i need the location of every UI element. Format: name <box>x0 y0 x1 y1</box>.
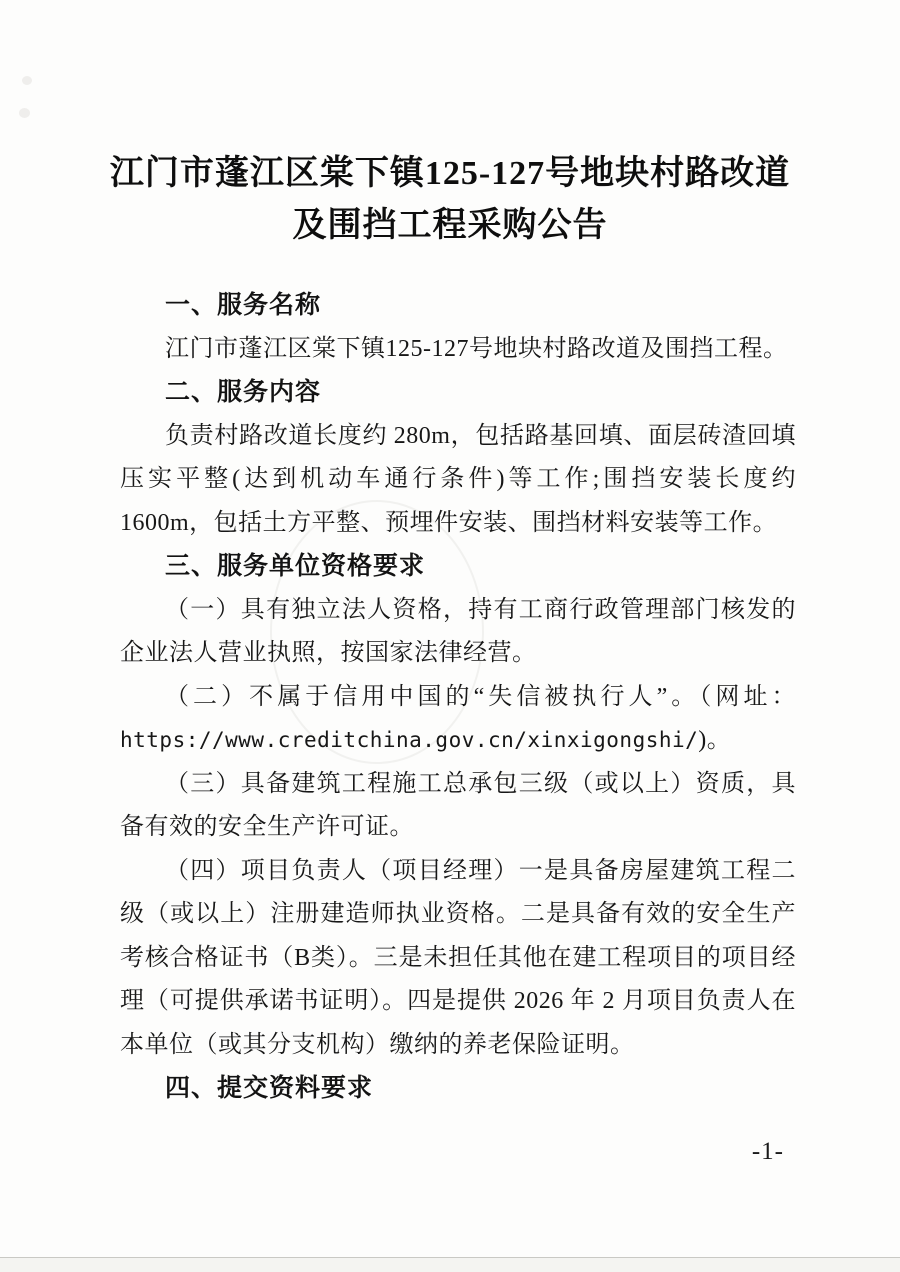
document-body <box>120 284 796 1111</box>
paragraph-qualification-3: （三）具备建筑工程施工总承包三级（或以上）资质，具备有效的安全生产许可证。 <box>120 770 796 840</box>
section-heading-submission-requirements: 四、提交资料要求 <box>165 1074 374 1102</box>
document-title-line-2: 及围挡工程采购公告 <box>292 207 608 244</box>
scan-noise-speck <box>22 76 32 85</box>
page-number: -1- <box>751 1138 784 1165</box>
paragraph-qualification-2-credit-china <box>120 676 796 763</box>
document-title-line-1: 江门市蓬江区棠下镇125-127号地块村路改道 <box>109 155 791 192</box>
paragraph-service-name: 江门市蓬江区棠下镇125-127号地块村路改道及围挡工程。 <box>165 335 788 362</box>
paragraph-service-content: 负责村路改道长度约 280m，包括路基回填、面层砖渣回填压实平整(达到机动车通行条件)等工作;围挡安装长度约 1600m，包括土方平整、预埋件安装、围挡材料安装等工作。 <box>120 422 796 536</box>
section-heading-qualification-requirements: 三、服务单位资格要求 <box>165 552 426 580</box>
credit-china-text-prefix: （二）不属于信用中国的“失信被执行人”。（网址： <box>165 683 796 710</box>
credit-china-text-suffix: )。 <box>698 727 732 753</box>
scan-page-edge <box>0 1257 900 1272</box>
section-heading-service-name: 一、服务名称 <box>165 291 322 319</box>
paragraph-qualification-1: （一）具有独立法人资格，持有工商行政管理部门核发的企业法人营业执照，按国家法律经营。 <box>120 596 796 666</box>
credit-china-url: https://www.creditchina.gov.cn/xinxigongshi/ <box>120 728 699 752</box>
document-title <box>90 148 810 252</box>
section-heading-service-content: 二、服务内容 <box>165 378 322 406</box>
scan-noise-speck <box>19 108 30 118</box>
paragraph-qualification-4: （四）项目负责人（项目经理）一是具备房屋建筑工程二级（或以上）注册建造师执业资格。二是具备有效的安全生产考核合格证书（B类）。三是未担任其他在建工程项目的项目经理（可提供承诺书证明）。四是提供 2026 年 2 月项目负责人在本单位（或其分支机构）缴纳的养老保险证明。 <box>120 857 796 1058</box>
